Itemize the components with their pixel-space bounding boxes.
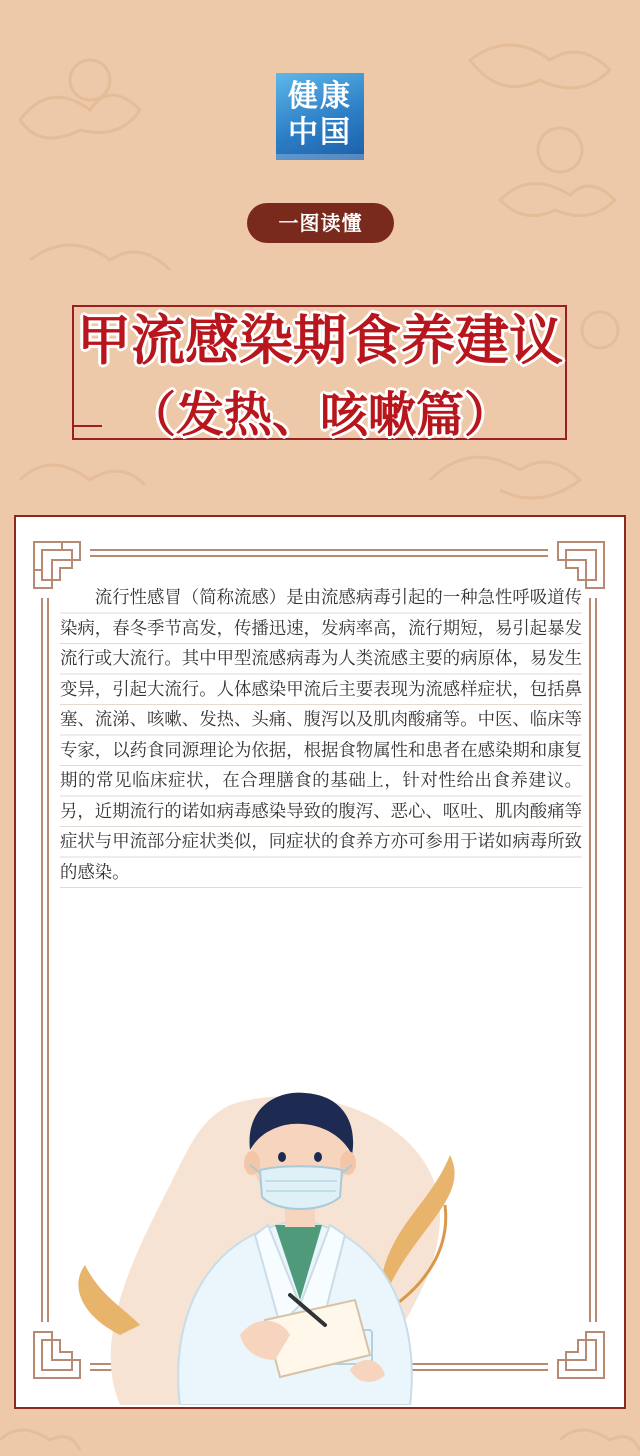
page-title: 甲流感染期食养建议 (77, 309, 563, 372)
jiankang-zhongguo-logo (276, 73, 364, 160)
logo-line-2: 中国 (288, 115, 352, 150)
infographic-badge: 一图读懂 (247, 203, 394, 243)
logo-line-1: 健康 (288, 79, 352, 114)
intro-paragraph: 流行性感冒（简称流感）是由流感病毒引起的一种急性呼吸道传染病，春冬季节高发，传播迅速，发病率高，流行期短，易引起暴发流行或大流行。其中甲型流感病毒为人类流感主要的病原体，易发生变异，引起大流行。人体感染甲流后主要表现为流感样症状，包括鼻塞、流涕、咳嗽、发热、头痛、腹泻以及肌肉酸痛等。中医、临床等专家，以药食同源理论为依据，根据食物属性和患者在感染期和康复期的常见临床症状，在合理膳食的基础上，针对性给出食养建议。另，近期流行的诺如病毒感染导致的腹泻、恶心、呕吐、肌肉酸痛等症状与甲流部分症状类似，同症状的食养方亦可参用于诺如病毒所致的感染。 (60, 583, 582, 888)
page-subtitle: （发热、咳嗽篇） (127, 387, 512, 443)
doctor-with-mask-writing-icon (60, 1085, 520, 1405)
